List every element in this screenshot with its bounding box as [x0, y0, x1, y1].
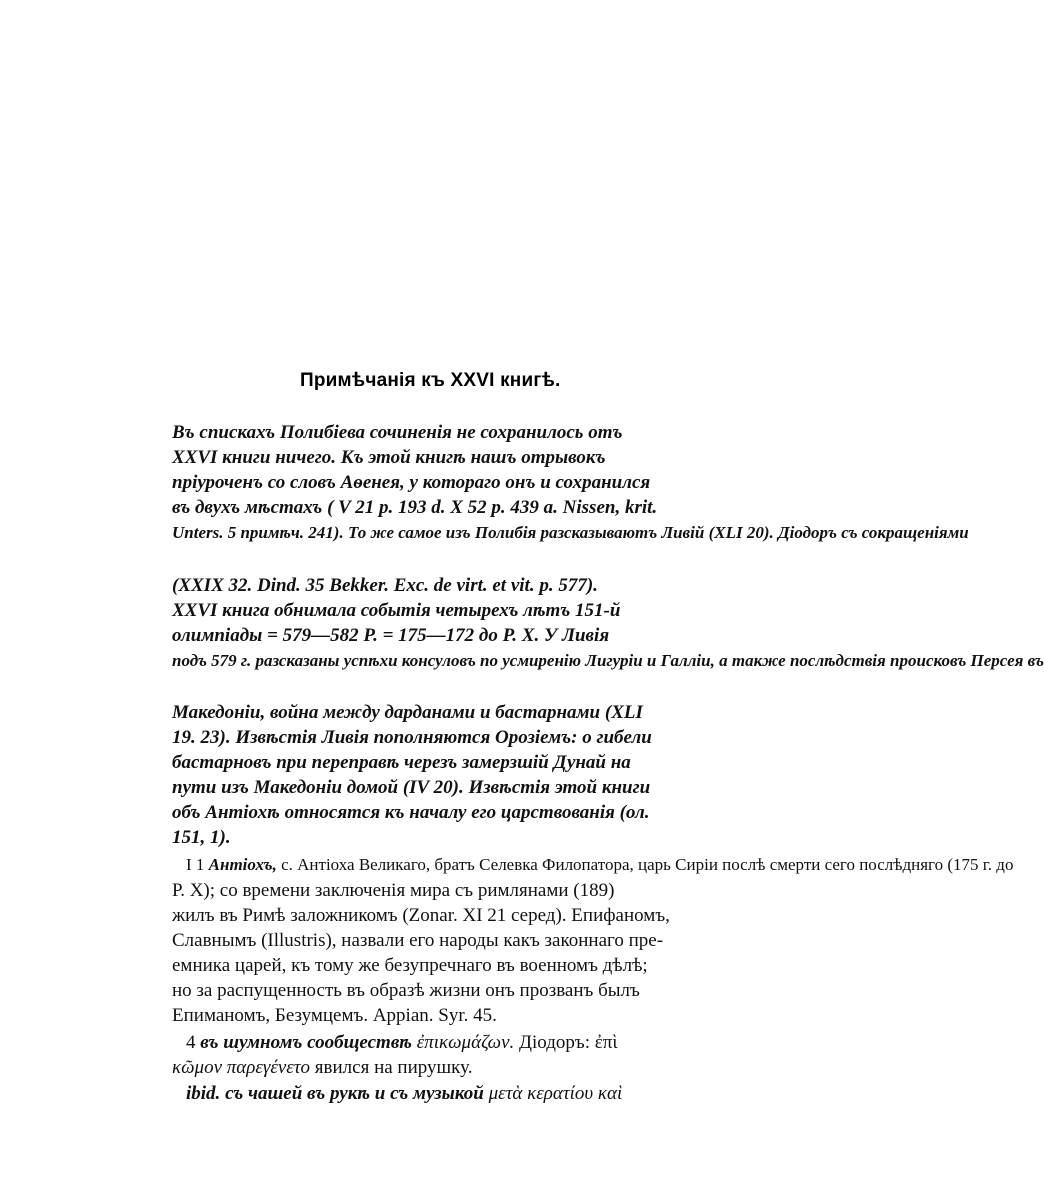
note-line: Епиманомъ, Безумцемъ. Appian. Syr. 45.: [172, 1005, 497, 1026]
note-line: емника царей, къ тому же безупречнаго въ военномъ дѣлѣ;: [172, 955, 648, 976]
intro-line: объ Антіохѣ относятся къ началу его царствованія (ол.: [172, 802, 650, 823]
intro-line: XXVI книги ничего. Къ этой книгѣ нашъ отрывокъ: [172, 447, 606, 468]
intro-line: пути изъ Македоніи домой (IV 20). Извѣстія этой книги: [172, 777, 651, 798]
note-text: с. Антіоха Великаго, братъ Селевка Филопатора, царь Сиріи послѣ смерти сего послѣдняго (175 г. до: [281, 855, 1014, 874]
note-text: явился на пирушку.: [314, 1057, 473, 1078]
note-line: [186, 1081, 622, 1107]
greek-text: μετὰ κερατίου καὶ: [488, 1083, 623, 1104]
note-line: [186, 852, 1013, 878]
intro-line: Unters. 5 примѣч. 241). То же самое изъ Полибія разсказываютъ Ливій (XLI 20). Діодоръ съ сокращеніями: [172, 523, 969, 542]
note-ref: I 1: [186, 855, 205, 874]
intro-line: (XXIX 32. Dind. 35 Bekker. Exc. de virt. et vit. p. 577).: [172, 575, 598, 596]
page-heading: Примѣчанія къ XXVI книгѣ.: [300, 370, 561, 391]
intro-line: 19. 23). Извѣстія Ливія пополняются Орозіемъ: о гибели: [172, 727, 652, 748]
intro-line: въ двухъ мѣстахъ ( V 21 p. 193 d. X 52 p. 439 a. Nissen, krit.: [172, 497, 658, 518]
note-ref: ibid.: [186, 1083, 221, 1104]
note-line: Славнымъ (Illustris), назвали его народы какъ законнаго пре-: [172, 930, 664, 951]
intro-line: 151, 1).: [172, 827, 231, 848]
note-ref: 4: [186, 1032, 196, 1053]
note-term: съ чашей въ рукѣ и съ музыкой: [225, 1083, 484, 1104]
intro-line: Македоніи, война между дарданами и бастарнами (XLI: [172, 702, 643, 723]
greek-text: ἐπικωμάζων.: [416, 1032, 515, 1053]
note-line: [186, 1030, 617, 1056]
intro-line: XXVI книга обнимала событія четырехъ лѣтъ 151-й: [172, 600, 621, 621]
note-line: жилъ въ Римѣ заложникомъ (Zonar. XI 21 серед). Епифаномъ,: [172, 905, 670, 926]
intro-line: Въ спискахъ Полибіева сочиненія не сохранилось отъ: [172, 422, 623, 443]
intro-line: пріуроченъ со словъ Аѳенея, у котораго онъ и сохранился: [172, 472, 651, 493]
intro-line: бастарновъ при переправѣ черезъ замерзшій Дунай на: [172, 752, 631, 773]
note-line: Р. Х); со времени заключенія мира съ римлянами (189): [172, 880, 615, 901]
note-line: но за распущенность въ образѣ жизни онъ прозванъ былъ: [172, 980, 640, 1001]
greek-text: κῶμον παρεγένετο: [172, 1057, 311, 1078]
note-line: [172, 1055, 472, 1081]
note-term: въ шумномъ сообществѣ: [200, 1032, 412, 1053]
note-text: Діодоръ: ἐπὶ: [519, 1032, 618, 1053]
intro-line: подъ 579 г. разсказаны успѣхи консуловъ по усмиренію Лигуріи и Галліи, а также послѣдствія происковъ Персея въ: [172, 651, 1044, 670]
intro-line: олимпіады = 579—582 Р. = 175—172 до Р. Х. У Ливія: [172, 625, 610, 646]
note-term: Антіохъ,: [208, 855, 277, 874]
